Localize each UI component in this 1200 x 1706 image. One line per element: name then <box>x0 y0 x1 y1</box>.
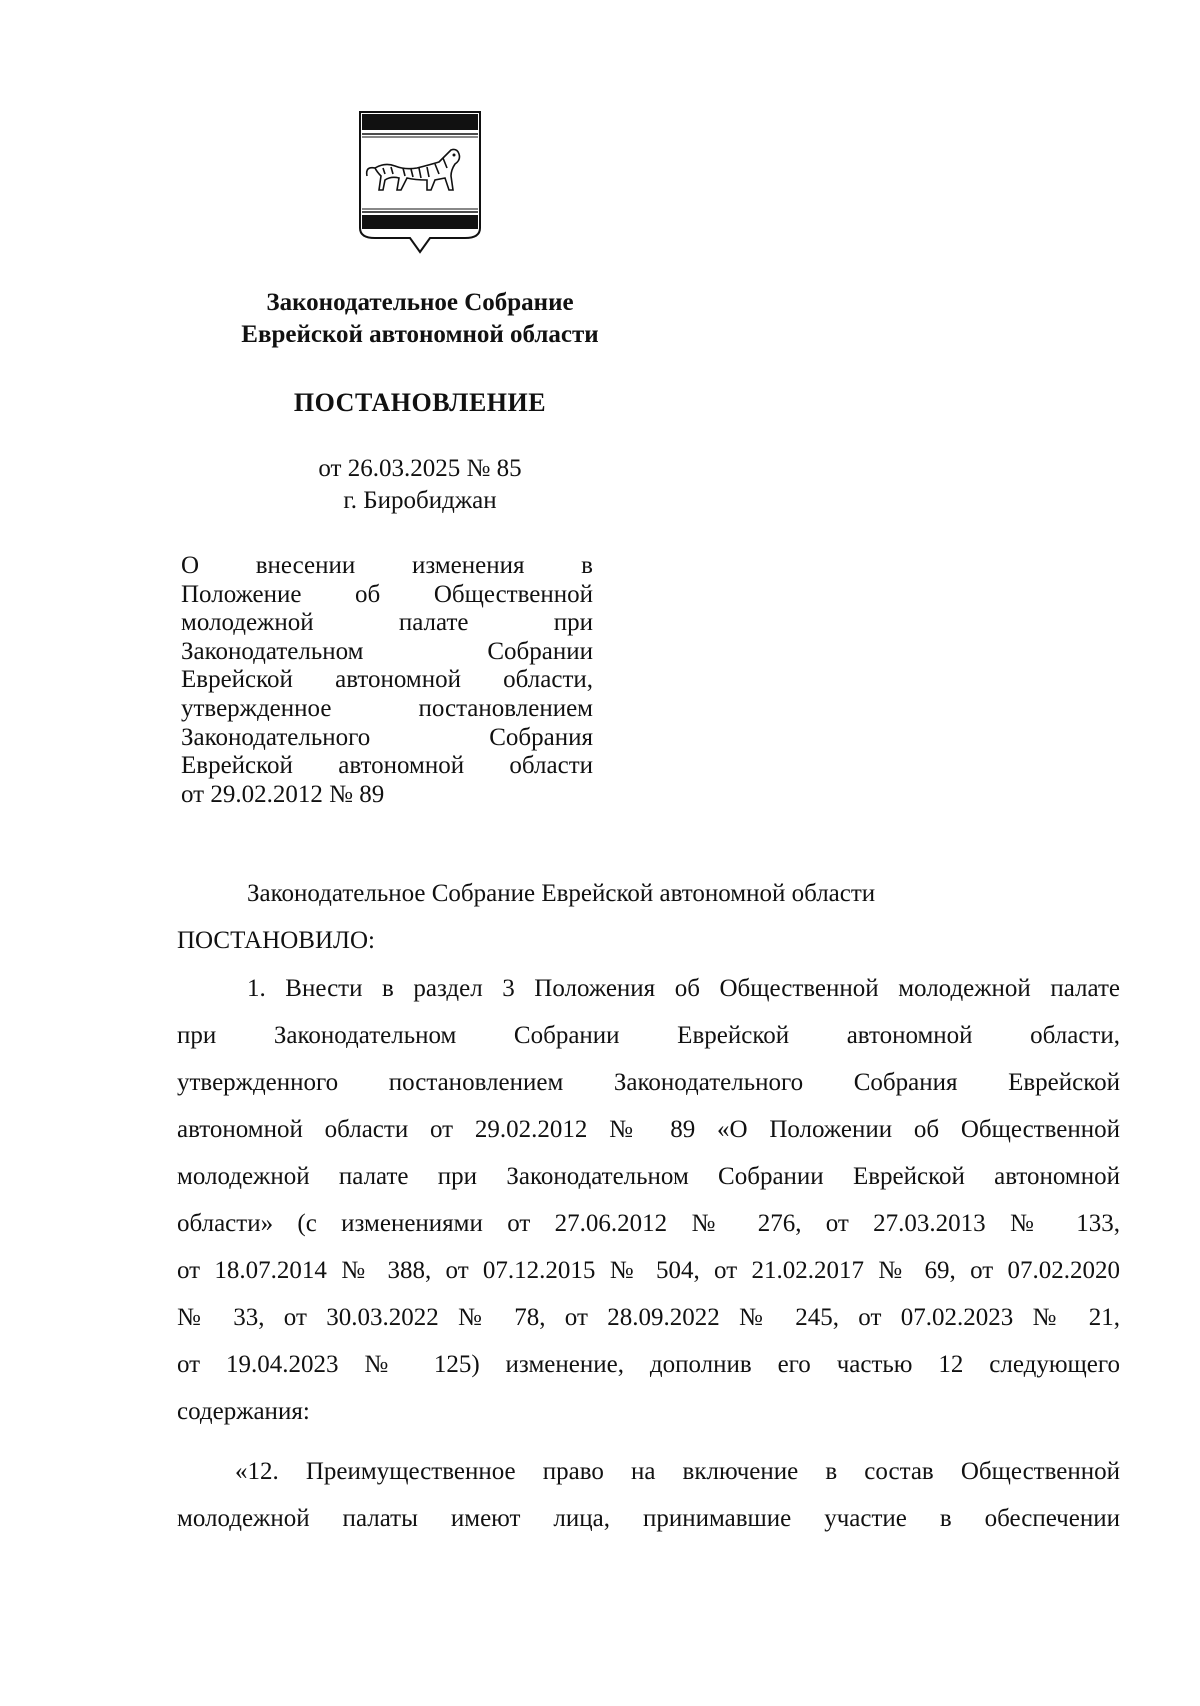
paragraph-line: области» (с изменениями от 27.06.2012 № 276, от 27.03.2013 № 133, <box>177 1210 1120 1237</box>
paragraph-line: от 18.07.2014 № 388, от 07.12.2015 № 504, от 21.02.2017 № 69, от 07.02.2020 <box>177 1257 1120 1284</box>
paragraph-line: содержания: <box>177 1398 310 1425</box>
subject-line: Законодательном Собрании <box>181 637 593 665</box>
paragraph-line: молодежной палате при Законодательном Собрании Еврейской автономной <box>177 1163 1120 1190</box>
quoted-amendment <box>177 1448 1120 1542</box>
subject-line: Еврейской автономной области, <box>181 666 593 694</box>
subject-line: О внесении изменения в <box>181 552 593 579</box>
preamble <box>177 870 1120 964</box>
quote-line: «12. Преимущественное право на включение в состав Общественной <box>235 1458 1120 1485</box>
paragraph-line: при Законодательном Собрании Еврейской автономной области, <box>177 1022 1120 1049</box>
quote-line: молодежной палаты имеют лица, принимавшие участие в обеспечении <box>177 1505 1120 1532</box>
paragraph-line: автономной области от 29.02.2012 № 89 «О Положении об Общественной <box>177 1116 1120 1143</box>
preamble-line: Законодательное Собрание Еврейской автономной области <box>247 880 876 907</box>
subject-line: Еврейской автономной области <box>181 752 593 780</box>
preamble-decision: ПОСТАНОВИЛО: <box>177 927 375 954</box>
subject-line: утвержденное постановлением <box>181 694 593 722</box>
organization-name-line-1: Законодательное Собрание <box>266 289 574 316</box>
subject-line: молодежной палате при <box>181 609 593 637</box>
paragraph-line: утвержденного постановлением Законодательного Собрания Еврейской <box>177 1069 1120 1096</box>
organization-name-line-2: Еврейской автономной области <box>241 321 599 348</box>
document-city: г. Биробиджан <box>343 487 497 514</box>
document-type: ПОСТАНОВЛЕНИЕ <box>293 388 547 417</box>
paragraph-line: 1. Внести в раздел 3 Положения об Общественной молодежной палате <box>247 975 1120 1002</box>
document-date-number: от 26.03.2025 № 85 <box>318 455 522 482</box>
document-subject <box>181 552 593 809</box>
paragraph-line: № 33, от 30.03.2022 № 78, от 28.09.2022 № 245, от 07.02.2023 № 21, <box>177 1304 1120 1331</box>
subject-line: Законодательного Собрания <box>181 723 593 751</box>
point-1-paragraph <box>177 965 1120 1435</box>
coat-of-arms-tiger-icon <box>355 110 485 260</box>
subject-line: от 29.02.2012 № 89 <box>181 780 385 808</box>
document-header <box>170 287 670 351</box>
document-type-block <box>170 388 670 418</box>
paragraph-line: от 19.04.2023 № 125) изменение, дополнив его частью 12 следующего <box>177 1351 1120 1378</box>
document-meta <box>170 453 670 517</box>
subject-line: Положение об Общественной <box>181 580 593 608</box>
